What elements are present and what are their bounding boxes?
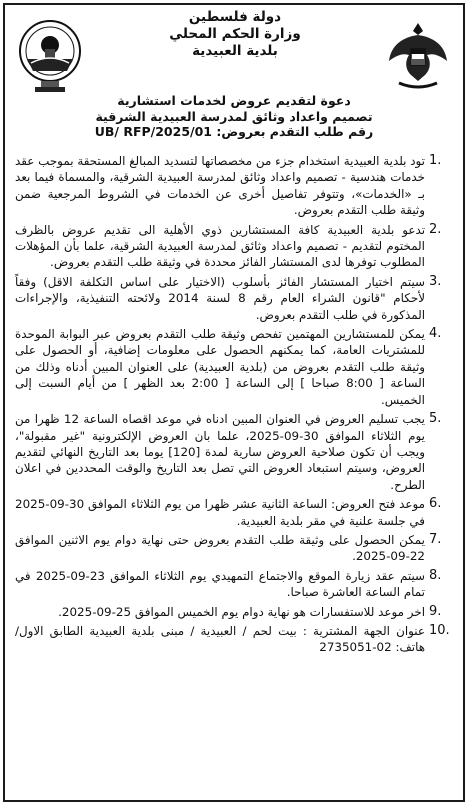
item-text: يجب تسليم العروض في العنوان المبين ادناه في موعد اقصاه الساعة 12 ظهرا من يوم الثلاثاء الموافق 30-09-2025، علما بان العروض الإلكترونية "غير مقبولة"، ويجب أن تكون صلاحية العروض سارية لمدة [120] يوما بعد التاريخ النهائي لتقديم العروض، وسيتم استبعاد العروض التي تصل بعد التاريخ والوقت المحددين في اعلان الطرح. bbox=[15, 412, 425, 492]
item-number: 7. bbox=[429, 531, 442, 547]
item-text: موعد فتح العروض: الساعة الثانية عشر ظهرا من يوم الثلاثاء الموافق 30-09-2025 في جلسة علنية في مقر بلدية العبيدية. bbox=[15, 497, 425, 528]
item-text: سيتم عقد زيارة الموقع والاجتماع التمهيدي يوم الثلاثاء الموافق 23-09-2025 في تمام الساعة العاشرة صباحا. bbox=[15, 568, 426, 600]
announcement-frame bbox=[3, 3, 465, 802]
gov-line-municipality: بلدية العبيدية bbox=[192, 43, 278, 59]
list-item bbox=[15, 604, 455, 620]
list-item bbox=[15, 326, 455, 408]
item-text: سيتم اختيار المستشار الفائز بأسلوب (الاختيار على اساس التكلفة الاقل) وفقاً لأحكام "قانون الشراء العام رقم 8 لسنة 2014 ولائحته التنفيذية، والإجراءات المذكورة في طلب التقدم بعروض. bbox=[15, 274, 425, 322]
announcement-items bbox=[15, 153, 455, 659]
item-number: 1. bbox=[429, 153, 442, 168]
item-text: يمكن للمستشارين المهتمين تفحص وثيقة طلب التقدم بعروض عبر البوابة الموحدة للمشتريات العامة، كما يمكنهم الحصول على معلومات إضافية، أو الحصول على وثيقة طلب التقدم بعروض من (بلدية العبيدية) على العنوان المبين أدناه وذلك من الساعة [ 8:00 صباحا ] إلى الساعة [ 2:00 بعد الظهر ] من أيام السبت إلى الخميس. bbox=[15, 327, 426, 407]
item-number: 10. bbox=[429, 622, 450, 638]
item-text: تدعو بلدية العبيدية كافة المستشارين ذوي الأهلية الى تقديم عروض بالظرف المختوم لتقديم - تصميم واعداد وثائق لمدرسة العبيدية الشرقية، علما بأن المؤهلات المطلوب توفرها لدى المستشار الفائز محددة في وثيقة طلب التقدم بعروض. bbox=[15, 222, 425, 270]
list-item bbox=[15, 496, 455, 529]
item-number: 2. bbox=[429, 221, 442, 237]
government-header bbox=[145, 9, 325, 60]
tender-reference: رقم طلب التقدم بعروض: UB/ RFP/2025/01 bbox=[94, 124, 374, 139]
item-number: 4. bbox=[429, 326, 442, 342]
gov-line-state: دولة فلسطين bbox=[188, 9, 282, 25]
list-item bbox=[15, 222, 455, 271]
list-item bbox=[15, 532, 455, 565]
list-item bbox=[15, 153, 455, 219]
item-number: 5. bbox=[429, 411, 442, 427]
list-item bbox=[15, 623, 455, 656]
tender-titles bbox=[25, 93, 443, 140]
item-number: 9. bbox=[429, 603, 442, 619]
municipality-logo-icon bbox=[17, 13, 83, 99]
list-item bbox=[15, 411, 455, 493]
palestine-eagle-icon bbox=[385, 15, 451, 95]
item-text: عنوان الجهة المشترية : بيت لحم / العبيدية / مبنى بلدية العبيدية الطابق الاول/ هاتف: 02-2735051 bbox=[15, 623, 425, 655]
item-number: 8. bbox=[429, 567, 442, 583]
list-item bbox=[15, 568, 455, 601]
item-text: تود بلدية العبيدية استخدام جزء من مخصصاتها لتسديد المبالغ المستحقة بموجب عقد خدمات هندسية - تصميم واعداد وثائق لمدرسة العبيدية الشرقية، والمسماة فيما بعد بـ «الخدمات»، وتتوفر تفاصيل أخرى عن الخدمات في الشروط المرجعية ضمن وثيقة طلب التقدم بعروض. bbox=[15, 154, 425, 218]
item-number: 6. bbox=[429, 496, 442, 512]
header bbox=[5, 5, 463, 139]
tender-title: دعوة لتقديم عروض لخدمات استشارية bbox=[117, 93, 351, 108]
gov-line-ministry: وزارة الحكم المحلي bbox=[169, 26, 301, 42]
list-item bbox=[15, 274, 455, 323]
item-text: اخر موعد للاستفسارات هو نهاية دوام يوم الخميس الموافق 25-09-2025. bbox=[58, 604, 425, 619]
item-text: يمكن الحصول على وثيقة طلب التقدم بعروض حتى نهاية دوام يوم الاثنين الموافق 22-09-2025. bbox=[15, 532, 425, 564]
item-number: 3. bbox=[429, 273, 442, 289]
tender-subject: تصميم واعداد وثائق لمدرسة العبيدية الشرقية bbox=[95, 108, 373, 124]
